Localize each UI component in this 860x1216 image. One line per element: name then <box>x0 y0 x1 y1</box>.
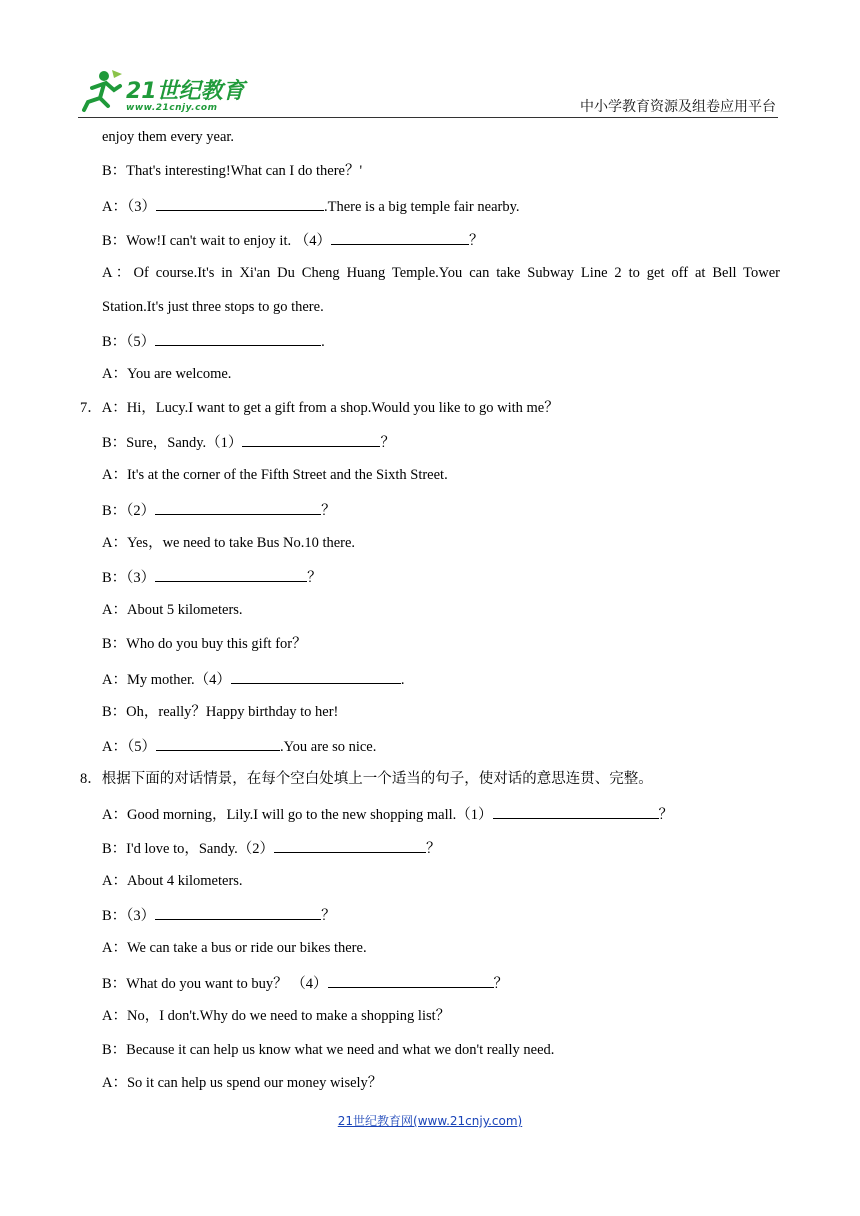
text-line: A：You are welcome. <box>102 366 232 382</box>
text-line: B：That's interesting!What can I do there？' <box>102 163 363 179</box>
answer-blank[interactable] <box>155 905 321 920</box>
text-line: B：Wow!I can't wait to enjoy it. （4） ？ <box>102 230 483 250</box>
site-logo <box>78 66 258 116</box>
runner-logo-icon <box>78 66 126 116</box>
text-line: Station.It's just three stops to go there. <box>102 299 324 315</box>
text-line: B：Sure，Sandy.（1） ？ <box>102 432 395 452</box>
text-line: A：No，I don't.Why do we need to make a shopping list？ <box>102 1008 451 1024</box>
text-line: A：So it can help us spend our money wisely？ <box>102 1075 383 1091</box>
answer-blank[interactable] <box>156 736 280 751</box>
text-line: A：My mother.（4） . <box>102 669 405 689</box>
text-line: A：We can take a bus or ride our bikes there. <box>102 940 367 956</box>
text-line: A：About 4 kilometers. <box>102 873 243 889</box>
answer-blank[interactable] <box>274 838 426 853</box>
footer-link[interactable]: 21世纪教育网(www.21cnjy.com) <box>337 1114 523 1128</box>
page-footer <box>0 1112 860 1129</box>
text-line: A：（3） .There is a big temple fair nearby. <box>102 196 520 216</box>
text-line: B：Who do you buy this gift for？ <box>102 636 307 652</box>
text-line: B：（3） ？ <box>102 905 336 925</box>
text-line: B：（2） ？ <box>102 500 336 520</box>
answer-blank[interactable] <box>155 567 307 582</box>
header-divider <box>78 117 778 118</box>
text-line: B：（5） . <box>102 331 325 351</box>
text-line: A：It's at the corner of the Fifth Street and the Sixth Street. <box>102 467 448 483</box>
logo-text: 21世纪教育 <box>126 79 245 104</box>
answer-blank[interactable] <box>156 196 324 211</box>
text-line: A：About 5 kilometers. <box>102 602 243 618</box>
answer-blank[interactable] <box>331 230 469 245</box>
question-7: 7．A：Hi，Lucy.I want to get a gift from a shop.Would you like to go with me？ <box>80 400 559 416</box>
answer-blank[interactable] <box>493 804 659 819</box>
answer-blank[interactable] <box>242 432 380 447</box>
question-8: 8．根据下面的对话情景，在每个空白处填上一个适当的句子，使对话的意思连贯、完整。 <box>80 771 653 787</box>
text-line: B：Because it can help us know what we need and what we don't really need. <box>102 1042 555 1058</box>
text-line: B：What do you want to buy？ （4） ？ <box>102 973 508 993</box>
text-line: A：（5） .You are so nice. <box>102 736 376 756</box>
text-line: B：（3） ？ <box>102 567 322 587</box>
platform-label: 中小学教育资源及组卷应用平台 <box>580 99 776 115</box>
text-line: B：Oh，really？Happy birthday to her! <box>102 704 339 720</box>
answer-blank[interactable] <box>155 500 321 515</box>
answer-blank[interactable] <box>231 669 401 684</box>
text-line: B：I'd love to，Sandy.（2） ？ <box>102 838 441 858</box>
text-line: A：Good morning，Lily.I will go to the new shopping mall.（1） ？ <box>102 804 673 824</box>
logo-url: www.21cnjy.com <box>126 103 218 113</box>
answer-blank[interactable] <box>328 973 494 988</box>
text-line: A：Of course.It's in Xi'an Du Cheng Huang Temple.You can take Subway Line 2 to get off at Bell Tower <box>102 265 780 281</box>
text-line: A：Yes，we need to take Bus No.10 there. <box>102 535 356 551</box>
answer-blank[interactable] <box>155 331 321 346</box>
text-line: enjoy them every year. <box>102 129 235 145</box>
page-header <box>78 66 778 119</box>
